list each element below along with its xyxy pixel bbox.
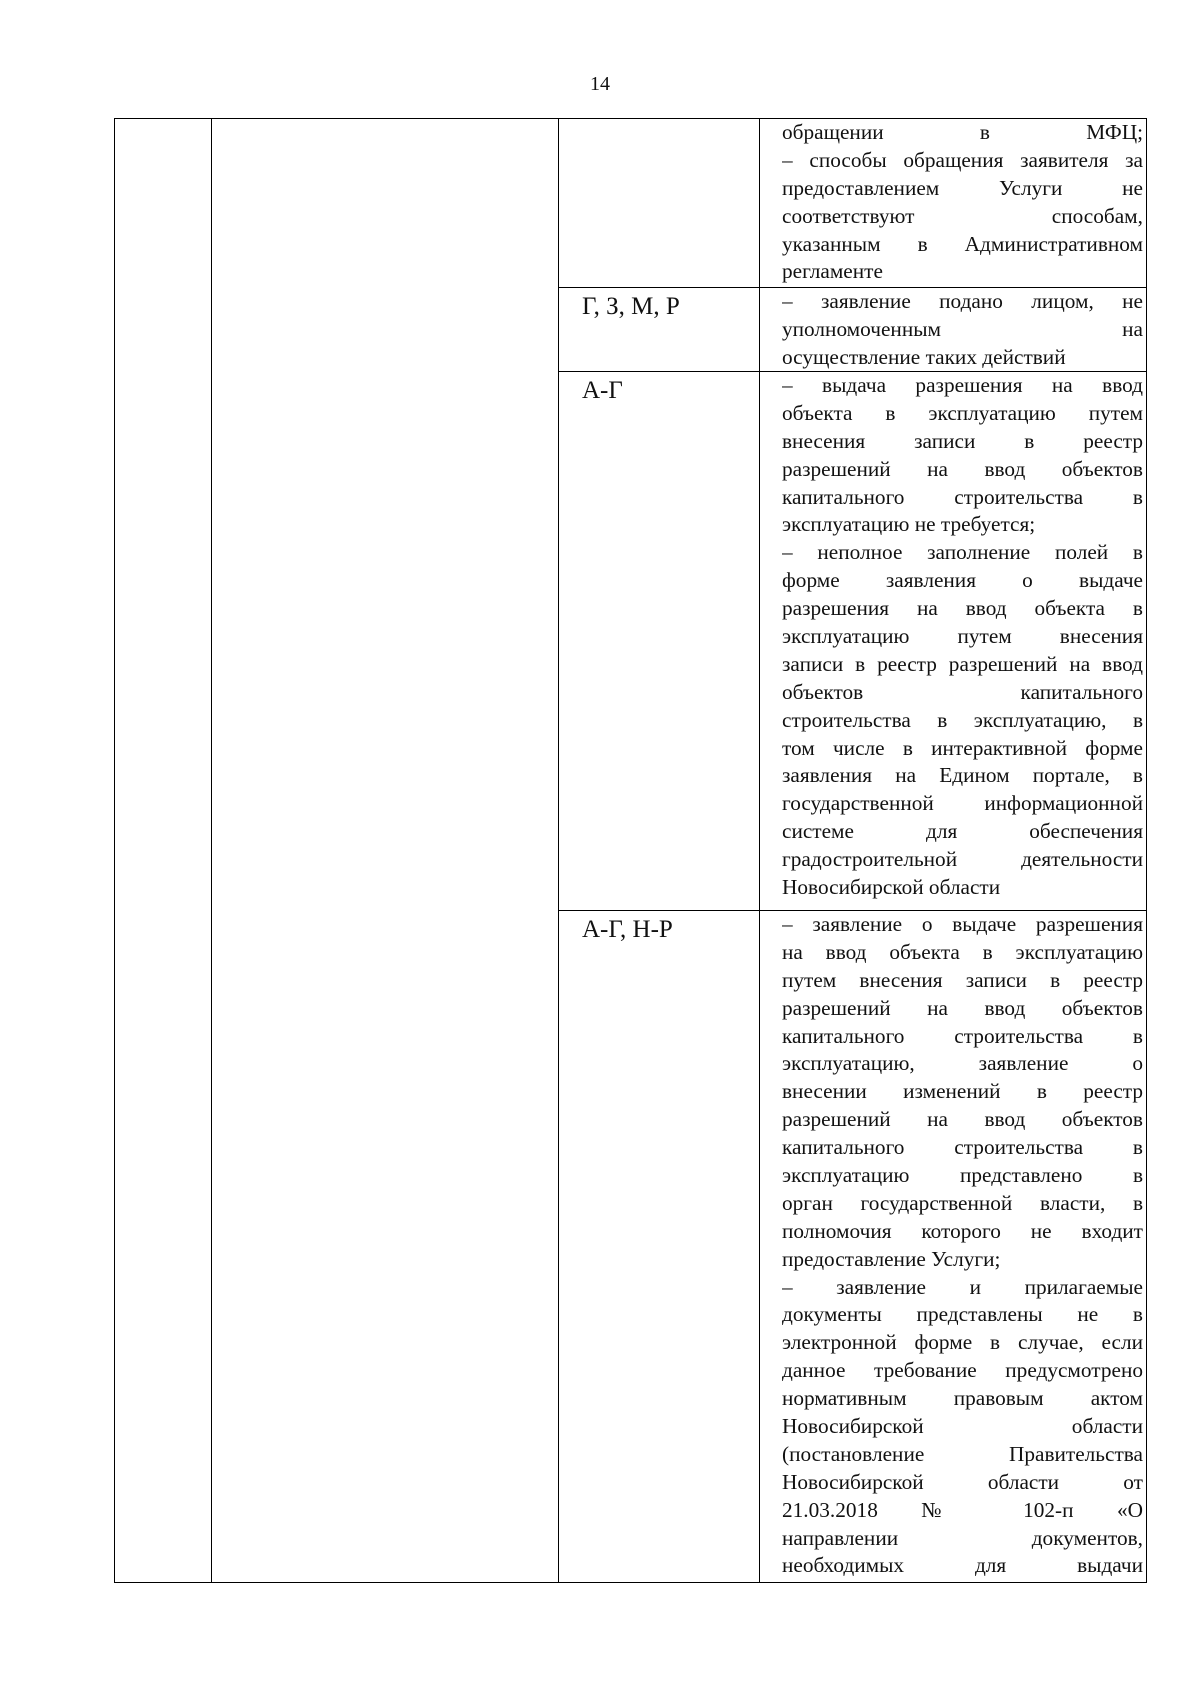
reason-line: внесения записи в реестр [782,428,1143,453]
reason-line: том числе в интерактивной форме [782,735,1143,760]
reason-line: путем внесения записи в реестр [782,967,1143,992]
reason-line: уполномоченным на [782,316,1143,341]
reason-line: Новосибирской области от [782,1469,1143,1494]
reason-line: данное требование предусмотрено [782,1358,1143,1383]
reason-line: электронной форме в случае, если [782,1330,1143,1355]
reason-line: – заявление и прилагаемые [782,1274,1143,1299]
code-cell: А-Г, Н-Р [582,916,673,943]
reason-line: градостроительной деятельности [782,847,1143,872]
reason-line: орган государственной власти, в [782,1190,1143,1215]
reason-line: внесении изменений в реестр [782,1079,1143,1104]
reason-line: разрешения на ввод объекта в [782,596,1143,621]
column-divider [211,119,212,1582]
reason-line: капитального строительства в [782,484,1143,509]
reason-line: Новосибирской области [782,1414,1143,1439]
reason-line: нормативным правовым актом [782,1386,1143,1411]
reason-line: эксплуатацию, заявление о [782,1051,1143,1076]
reason-line: полномочия которого не входит [782,1218,1143,1243]
reason-line: – способы обращения заявителя за [782,147,1143,172]
reason-line: документы представлены не в [782,1302,1143,1327]
document-table [114,118,1147,1583]
column-divider [558,119,559,1582]
reason-line: – заявление подано лицом, не [782,289,1143,313]
reason-line: заявления на Едином портале, в [782,763,1143,788]
reason-line: осуществление таких действий [782,344,1066,369]
reason-line: форме заявления о выдаче [782,568,1143,593]
reason-cell [771,288,1143,372]
reason-line: разрешений на ввод объектов [782,1107,1143,1132]
reason-cell [771,911,1143,1580]
reason-line: государственной информационной [782,791,1143,816]
reason-line: разрешений на ввод объектов [782,456,1143,481]
reason-line: 21.03.2018 № 102-п «О [782,1497,1143,1522]
reason-line: объектов капитального [782,679,1143,704]
reason-cell [771,119,1143,286]
reason-line: предоставление Услуги; [782,1246,1001,1271]
page-number: 14 [590,73,610,95]
reason-line: предоставлением Услуги не [782,175,1143,200]
reason-line: регламенте [782,259,883,284]
reason-line: записи в реестр разрешений на ввод [782,651,1143,676]
reason-line: объекта в эксплуатацию путем [782,400,1143,425]
reason-line: капитального строительства в [782,1023,1143,1048]
code-cell: А-Г [582,377,623,404]
reason-line: эксплуатацию путем внесения [782,624,1143,649]
reason-line: Новосибирской области [782,875,1001,900]
reason-line: капитального строительства в [782,1135,1143,1160]
code-cell: Г, З, М, Р [582,293,680,320]
reason-line: эксплуатацию не требуется; [782,512,1036,537]
column-divider [759,119,760,1582]
reason-line: системе для обеспечения [782,819,1143,844]
reason-line: на ввод объекта в эксплуатацию [782,939,1143,964]
reason-line: – выдача разрешения на ввод [782,373,1143,397]
reason-line: обращении в МФЦ; [782,120,1143,144]
reason-line: указанным в Административном [782,231,1143,256]
reason-line: необходимых для выдачи [782,1553,1143,1578]
reason-line: направлении документов, [782,1525,1143,1550]
reason-line: – неполное заполнение полей в [782,540,1143,565]
reason-line: (постановление Правительства [782,1441,1143,1466]
reason-line: – заявление о выдаче разрешения [782,912,1143,936]
reason-line: эксплуатацию представлено в [782,1163,1143,1188]
reason-cell [771,372,1143,902]
reason-line: строительства в эксплуатацию, в [782,707,1143,732]
reason-line: разрешений на ввод объектов [782,995,1143,1020]
reason-line: соответствуют способам, [782,203,1143,228]
